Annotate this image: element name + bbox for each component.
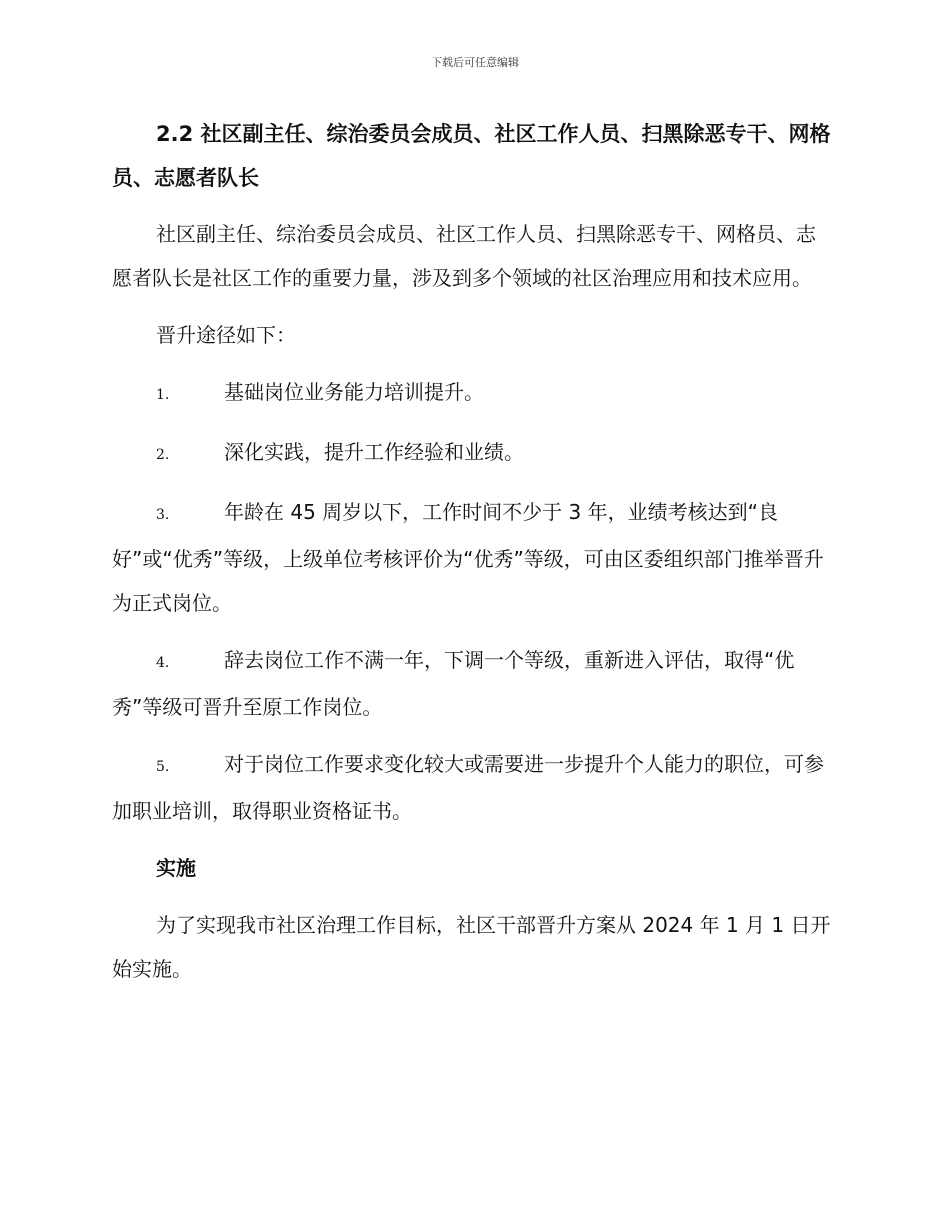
list-text: 对于岗位工作要求变化较大或需要进一步提升个人能力的职位，可参加职业培训，取得职业资格证书。 <box>112 752 824 823</box>
list-text: 深化实践，提升工作经验和业绩。 <box>224 440 524 464</box>
list-number: 5. <box>156 759 170 775</box>
list-item <box>112 370 832 417</box>
list-number: 1. <box>156 387 170 403</box>
list-text: 基础岗位业务能力培训提升。 <box>224 380 484 404</box>
list-text: 辞去岗位工作不满一年，下调一个等级，重新进入评估，取得“优秀”等级可晋升至原工作岗位。 <box>112 648 795 719</box>
list-text: 年龄在 45 周岁以下，工作时间不少于 3 年，业绩考核达到“良好”或“优秀”等级，上级单位考核评价为“优秀”等级，可由区委组织部门推举晋升为正式岗位。 <box>112 500 824 615</box>
list-item <box>112 430 832 477</box>
list-item <box>112 638 832 729</box>
page-header: 下载后可任意编辑 <box>431 56 519 69</box>
list-number: 3. <box>156 507 170 523</box>
list-number: 4. <box>156 655 170 671</box>
list-number: 2. <box>156 447 170 463</box>
list-item <box>112 490 832 625</box>
document-body <box>112 112 832 1004</box>
list-item <box>112 742 832 833</box>
intro-paragraph: 社区副主任、综治委员会成员、社区工作人员、扫黑除恶专干、网格员、志愿者队长是社区工作的重要力量，涉及到多个领域的社区治理应用和技术应用。 <box>112 222 816 290</box>
implementation-paragraph: 为了实现我市社区治理工作目标，社区干部晋升方案从 2024 年 1 月 1 日开始实施。 <box>112 913 831 981</box>
promotion-path-label: 晋升途径如下： <box>156 323 296 347</box>
section-heading: 2.2 社区副主任、综治委员会成员、社区工作人员、扫黑除恶专干、网格员、志愿者队长 <box>112 122 831 190</box>
implementation-heading: 实施 <box>156 856 196 880</box>
